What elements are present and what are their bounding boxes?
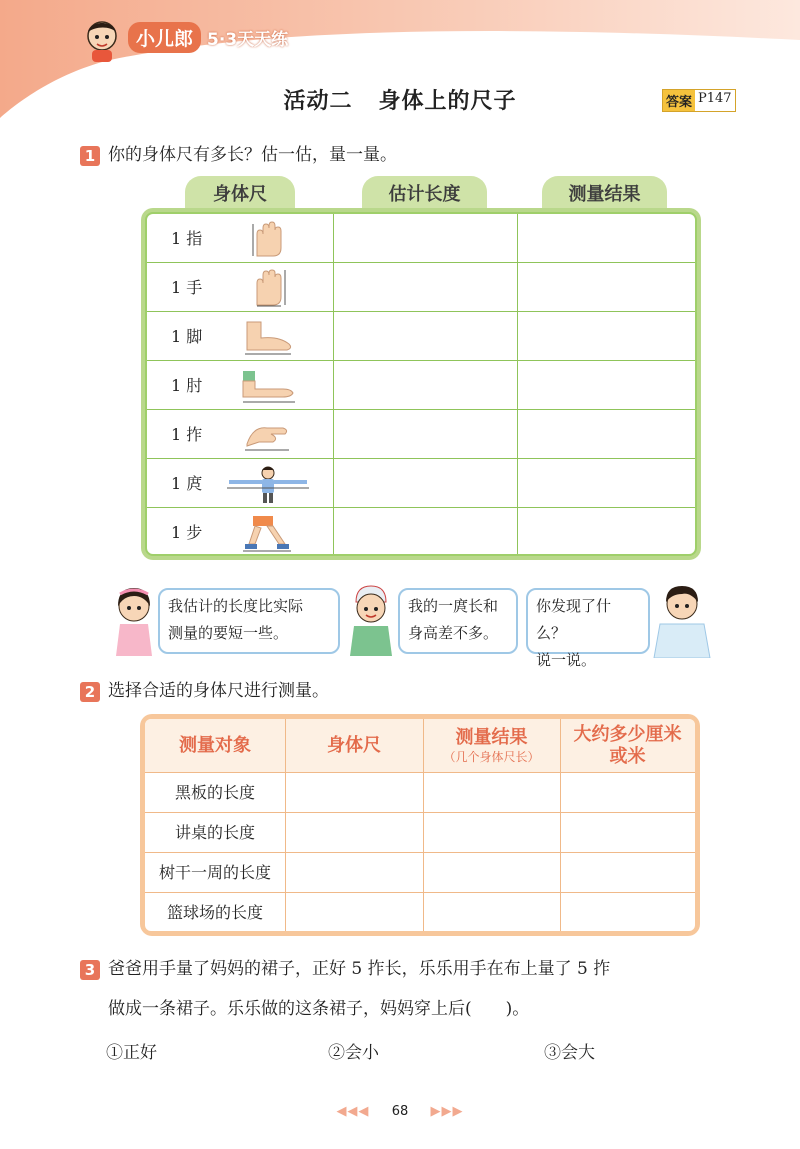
question-1-text: 你的身体尺有多长？估一估，量一量。 [108, 145, 397, 165]
footer-left-arrows-icon: ◀◀◀ [336, 1104, 370, 1119]
object-label: 黑板的长度 [174, 783, 255, 802]
table2-header-result [423, 719, 560, 773]
table2-header-ruler: 身体尺 [327, 735, 381, 756]
table-row [145, 813, 695, 853]
title-topic: 身体上的尺子 [378, 89, 517, 114]
ruler-label: 1 脚 [171, 327, 203, 346]
armspan-icon [223, 465, 313, 503]
table-row [145, 853, 695, 893]
bubble-text: 说一说。 [536, 651, 597, 669]
answer-reference [662, 89, 736, 112]
table2-header-estimate-line1: 大约多少厘米 [573, 724, 682, 745]
speech-bubble-boy [398, 588, 518, 654]
question-1-number: 1 [80, 146, 100, 166]
question-2-number: 2 [80, 682, 100, 702]
mascot-boy-icon [80, 18, 124, 64]
table-row [147, 263, 695, 312]
object-label: 讲桌的长度 [174, 823, 255, 842]
boy-character-icon [346, 584, 396, 656]
option-b[interactable]: ②会小 [328, 1043, 379, 1063]
ruler-label: 1 手 [171, 278, 203, 297]
ruler-label: 1 指 [171, 229, 203, 248]
ruler-label: 1 拃 [171, 425, 203, 444]
brand-logo [128, 22, 288, 53]
option-a[interactable]: ①正好 [106, 1043, 157, 1063]
finger-icon [239, 220, 299, 258]
ruler-label: 1 肘 [171, 376, 203, 395]
table2-header-result-main: 测量结果 [455, 727, 528, 748]
speech-bubble-teen [526, 588, 650, 669]
body-ruler-table [141, 208, 701, 560]
teen-character-icon [652, 582, 712, 658]
question-3-text-1: 爸爸用手量了妈妈的裙子，正好 5 拃长，乐乐用手在布上量了 5 拃 [108, 959, 611, 979]
span-icon [239, 416, 299, 454]
page-number: 68 [391, 1104, 409, 1119]
answer-label: 答案 [663, 90, 695, 111]
table-row [147, 214, 695, 263]
bubble-text: 测量的要短一些。 [168, 624, 289, 642]
table-row [147, 410, 695, 459]
table2-header-estimate-line2: 或米 [609, 746, 646, 767]
question-3-line1 [80, 950, 610, 988]
table2-header-result-sub: （几个身体尺长） [443, 750, 540, 764]
table2-header-row [145, 719, 695, 773]
footer-right-arrows-icon: ▶▶▶ [430, 1104, 464, 1119]
table2-header-estimate [560, 719, 695, 773]
option-c[interactable]: ③会大 [544, 1043, 595, 1063]
answer-page: P147 [695, 90, 735, 111]
question-3-text-2: 做成一条裙子。乐乐做的这条裙子，妈妈穿上后( )。 [108, 999, 530, 1019]
bubble-text: 你发现了什么？ [536, 597, 612, 642]
ruler-label: 1 步 [171, 523, 203, 542]
measurement-table [140, 714, 700, 936]
table-row [145, 893, 695, 931]
ruler-label: 1 庹 [171, 474, 203, 493]
hand-icon [239, 269, 299, 307]
bubble-text: 我的一庹长和 [408, 597, 499, 615]
table-row [147, 361, 695, 410]
object-label: 树干一周的长度 [158, 863, 271, 882]
table1-header-result: 测量结果 [542, 176, 667, 212]
brand-name: 小儿郎 [128, 22, 201, 53]
table-row [147, 312, 695, 361]
series-name: 5·3天天练 [207, 30, 289, 50]
table1-header-estimate: 估计长度 [362, 176, 487, 212]
step-icon [239, 514, 299, 552]
table1-header-body-ruler: 身体尺 [185, 176, 295, 212]
bubble-text: 我估计的长度比实际 [168, 597, 304, 615]
table-row [147, 459, 695, 508]
elbow-icon [239, 367, 299, 405]
table-row [147, 508, 695, 556]
speech-bubble-girl [158, 588, 340, 654]
question-2 [80, 676, 329, 702]
title-activity: 活动二 [283, 89, 353, 114]
object-label: 篮球场的长度 [166, 903, 263, 922]
question-1 [80, 140, 397, 166]
table-row [145, 773, 695, 813]
page-footer [0, 1104, 800, 1119]
foot-icon [239, 318, 299, 356]
bubble-text: 身高差不多。 [408, 624, 499, 642]
table2-header-object: 测量对象 [179, 735, 251, 756]
question-3-number: 3 [80, 960, 100, 980]
girl-character-icon [110, 584, 158, 656]
question-2-text: 选择合适的身体尺进行测量。 [108, 681, 329, 701]
